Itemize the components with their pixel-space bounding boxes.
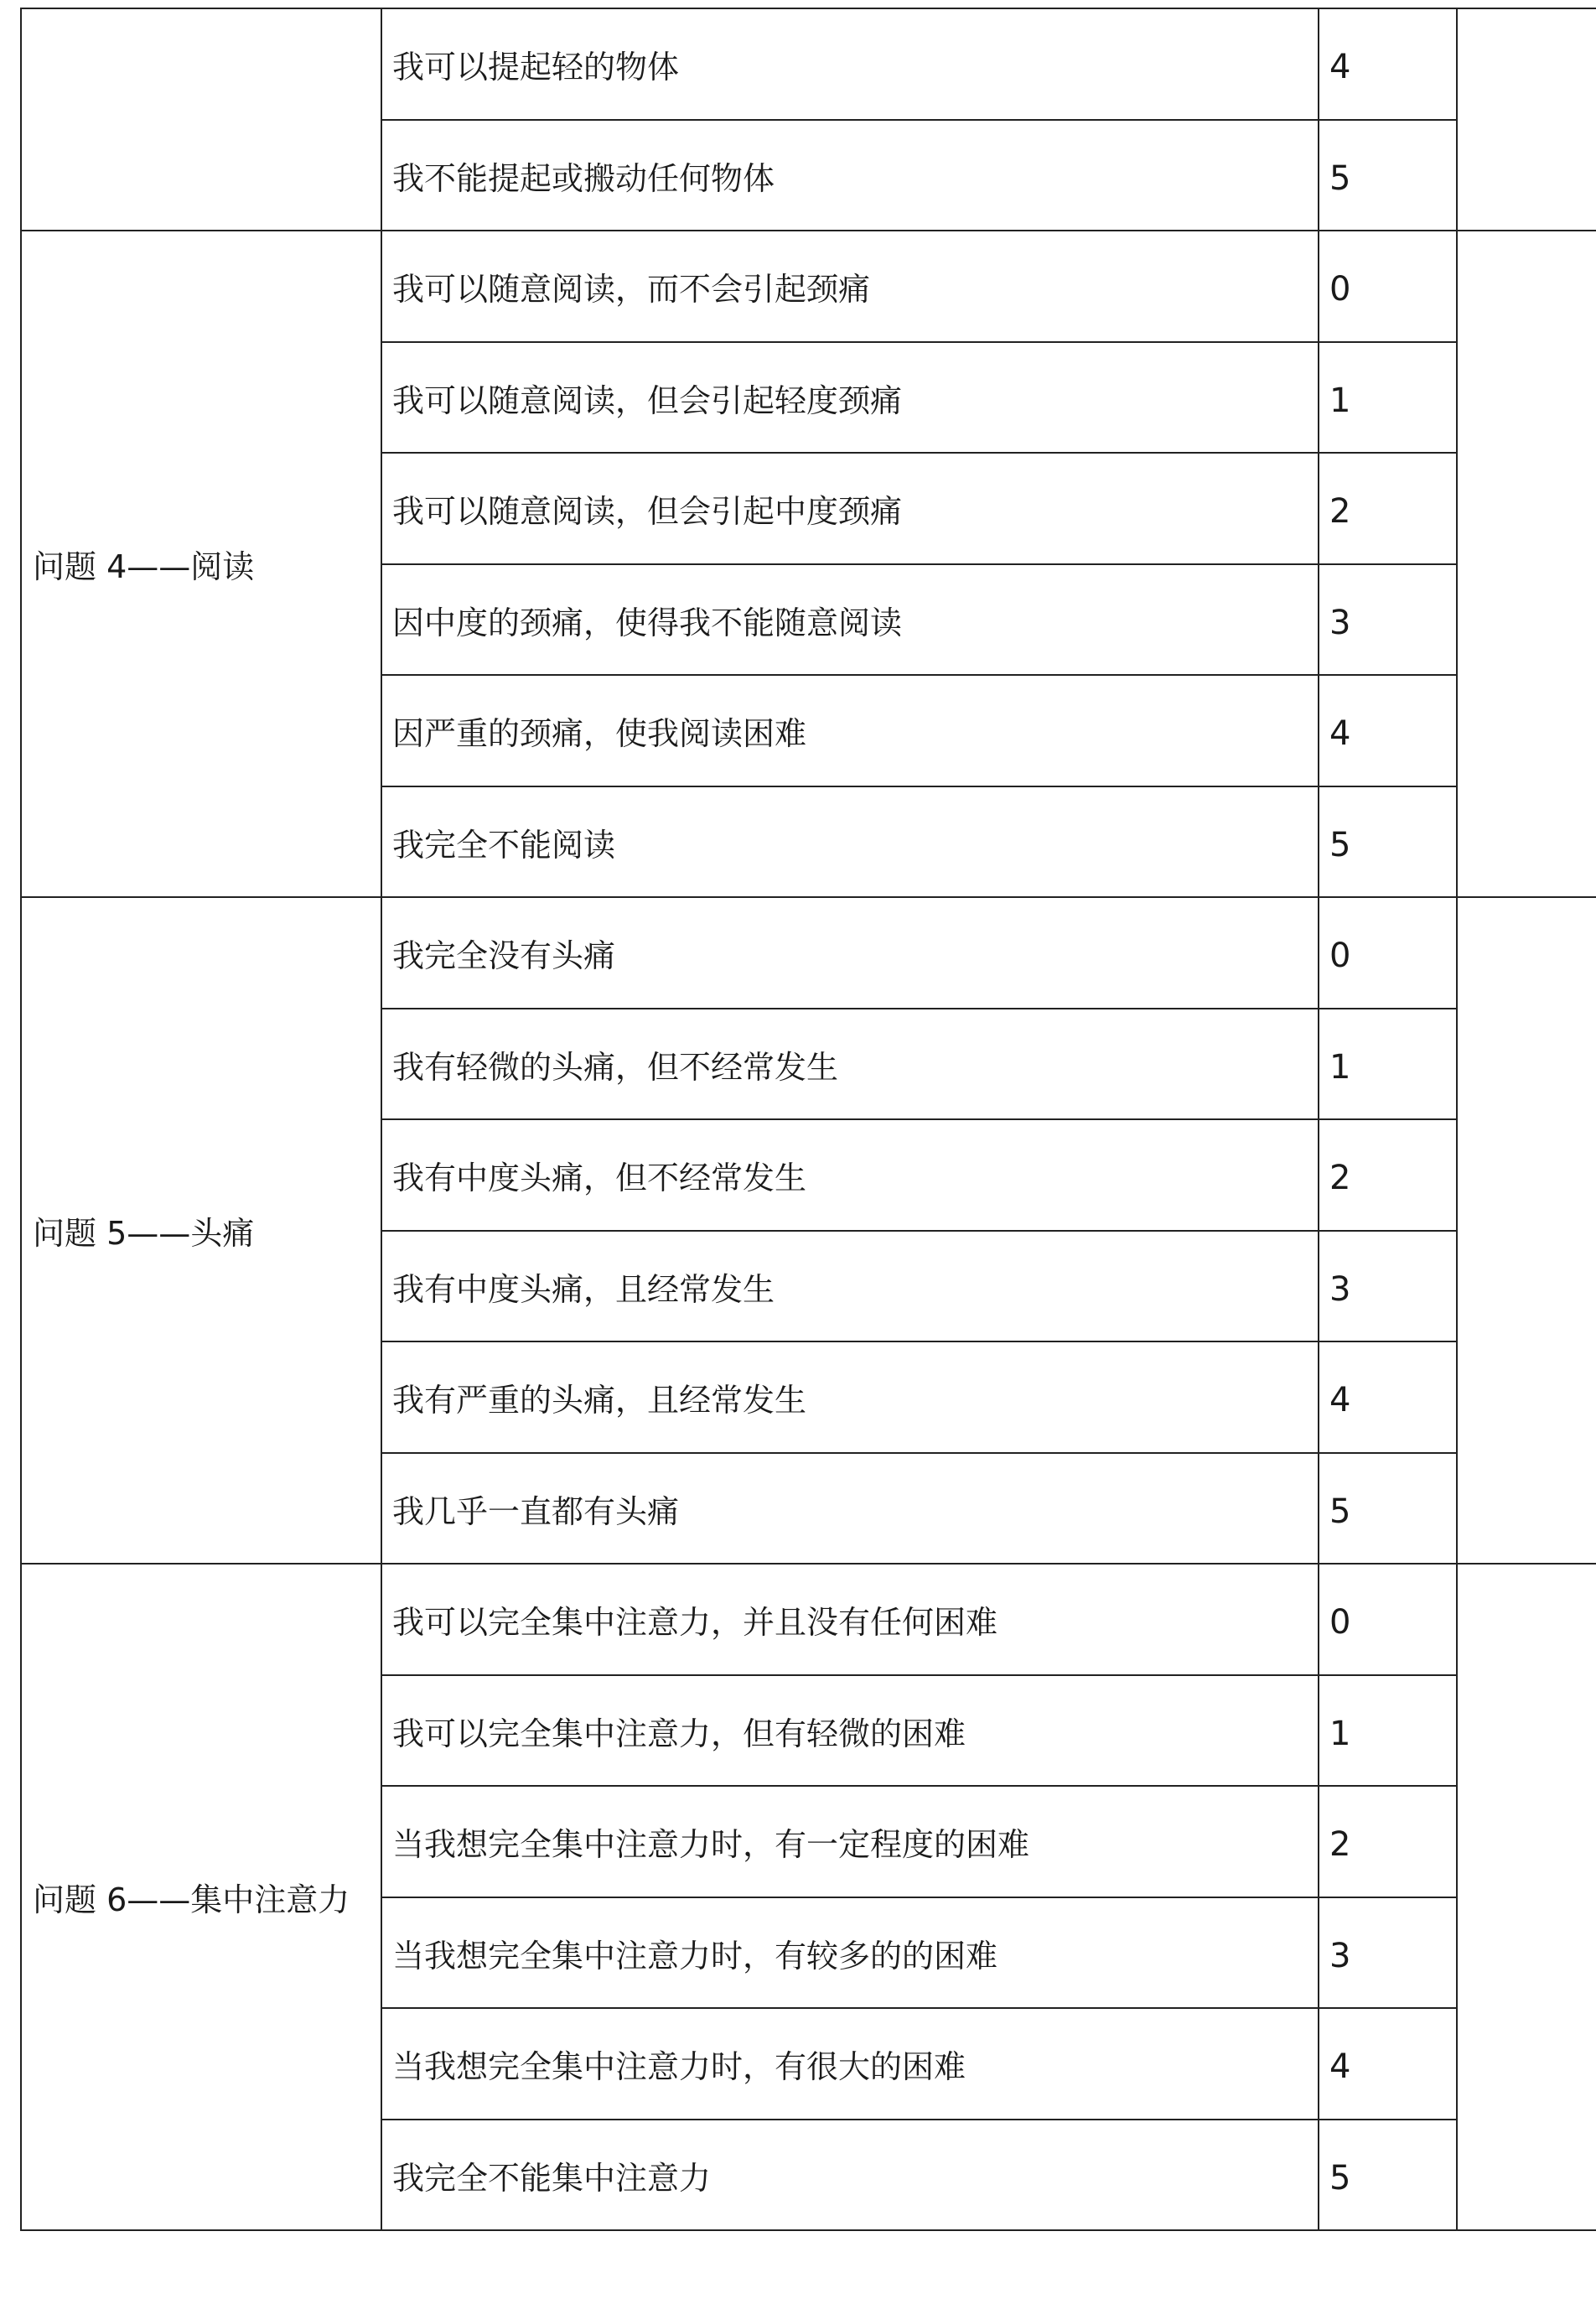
question-label-cell: 问题 6——集中注意力 [21, 1564, 381, 2230]
question-label-cell: 问题 4——阅读 [21, 231, 381, 897]
questionnaire-table-body [21, 8, 1596, 2230]
score-cell: 4 [1319, 2008, 1457, 2120]
score-cell: 4 [1319, 675, 1457, 786]
score-cell: 1 [1319, 1009, 1457, 1120]
answer-option-cell: 我有中度头痛，但不经常发生 [381, 1119, 1319, 1231]
questionnaire-table [20, 8, 1596, 2231]
score-cell: 4 [1319, 8, 1457, 120]
score-cell: 5 [1319, 120, 1457, 231]
score-cell: 1 [1319, 1675, 1457, 1787]
score-cell: 5 [1319, 786, 1457, 898]
answer-option-cell: 我可以完全集中注意力，但有轻微的困难 [381, 1675, 1319, 1787]
score-cell: 0 [1319, 897, 1457, 1009]
table-row [21, 1564, 1596, 1675]
answer-option-cell: 我可以随意阅读，但会引起轻度颈痛 [381, 342, 1319, 454]
table-row [21, 8, 1596, 120]
score-cell: 2 [1319, 1786, 1457, 1897]
answer-option-cell: 我可以随意阅读，但会引起中度颈痛 [381, 453, 1319, 564]
answer-option-cell: 因严重的颈痛，使我阅读困难 [381, 675, 1319, 786]
answer-option-cell: 我不能提起或搬动任何物体 [381, 120, 1319, 231]
answer-option-cell: 我有严重的头痛，且经常发生 [381, 1341, 1319, 1453]
response-cell[interactable] [1457, 1564, 1596, 2230]
answer-option-cell: 因中度的颈痛，使得我不能随意阅读 [381, 564, 1319, 676]
score-cell: 5 [1319, 1453, 1457, 1565]
answer-option-cell: 我完全没有头痛 [381, 897, 1319, 1009]
score-cell: 3 [1319, 1897, 1457, 2009]
answer-option-cell: 当我想完全集中注意力时，有很大的困难 [381, 2008, 1319, 2120]
table-row [21, 897, 1596, 1009]
score-cell: 0 [1319, 231, 1457, 342]
score-cell: 3 [1319, 1231, 1457, 1342]
answer-option-cell: 我有中度头痛，且经常发生 [381, 1231, 1319, 1342]
response-cell[interactable] [1457, 897, 1596, 1564]
answer-option-cell: 当我想完全集中注意力时，有一定程度的困难 [381, 1786, 1319, 1897]
score-cell: 3 [1319, 564, 1457, 676]
score-cell: 1 [1319, 342, 1457, 454]
answer-option-cell: 我几乎一直都有头痛 [381, 1453, 1319, 1565]
question-label-cell: 问题 5——头痛 [21, 897, 381, 1564]
answer-option-cell: 我完全不能集中注意力 [381, 2120, 1319, 2231]
answer-option-cell: 我可以完全集中注意力，并且没有任何困难 [381, 1564, 1319, 1675]
score-cell: 2 [1319, 453, 1457, 564]
answer-option-cell: 我可以随意阅读，而不会引起颈痛 [381, 231, 1319, 342]
score-cell: 0 [1319, 1564, 1457, 1675]
answer-option-cell: 我完全不能阅读 [381, 786, 1319, 898]
score-cell: 2 [1319, 1119, 1457, 1231]
response-cell[interactable] [1457, 231, 1596, 897]
score-cell: 5 [1319, 2120, 1457, 2231]
table-row [21, 231, 1596, 342]
response-cell[interactable] [1457, 8, 1596, 231]
answer-option-cell: 我可以提起轻的物体 [381, 8, 1319, 120]
score-cell: 4 [1319, 1341, 1457, 1453]
answer-option-cell: 当我想完全集中注意力时，有较多的的困难 [381, 1897, 1319, 2009]
question-label-cell [21, 8, 381, 231]
answer-option-cell: 我有轻微的头痛，但不经常发生 [381, 1009, 1319, 1120]
